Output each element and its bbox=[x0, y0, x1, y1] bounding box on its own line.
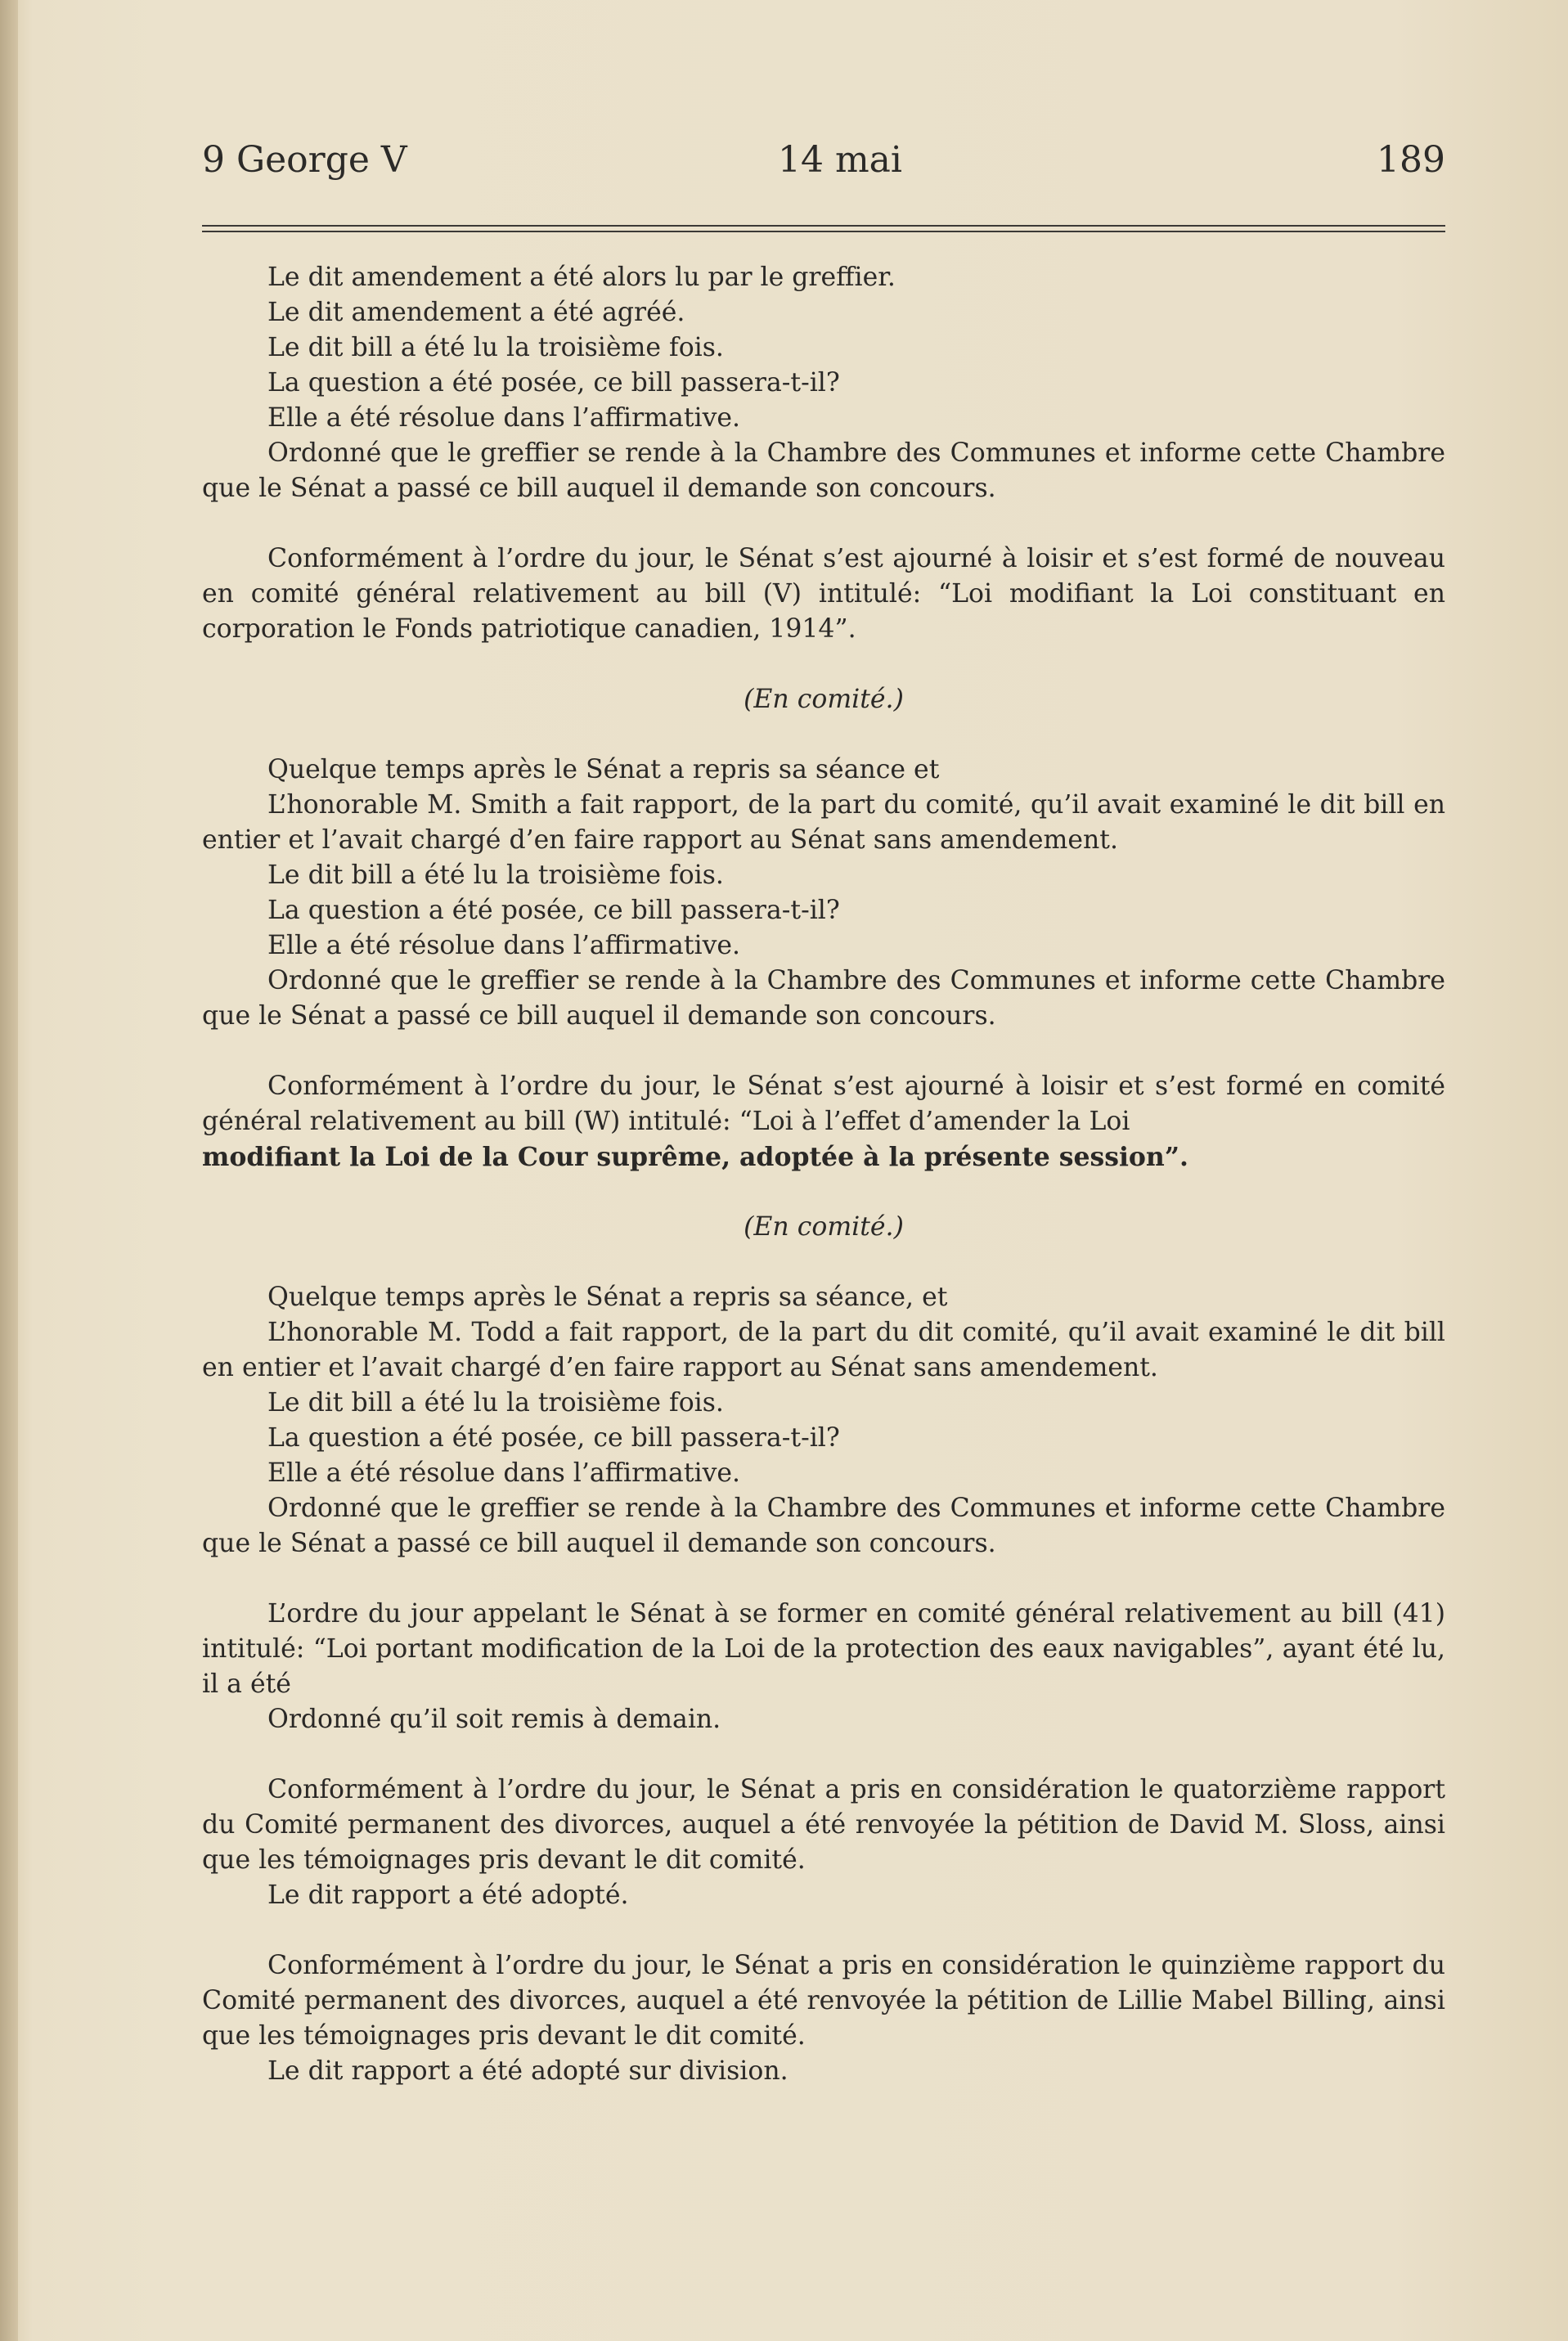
paragraph: Ordonné que le greffier se rende à la Chambre des Communes et informe cette Chambre que le Sénat a passé ce bill auquel il demande son concours. bbox=[202, 966, 1445, 1031]
paragraph: Le dit bill a été lu la troisième fois. bbox=[267, 860, 724, 890]
paragraph: Conformément à l’ordre du jour, le Sénat a pris en considération le quinzième rapport du Comité permanent des divorces, auquel a été renvoyée la pétition de Lillie Mabel Billing, ainsi que les témoignages pris devant le dit comité. bbox=[202, 1951, 1445, 2051]
page-header bbox=[202, 139, 1445, 196]
header-date: 14 mai bbox=[777, 139, 902, 181]
paragraph: La question a été posée, ce bill passera-t-il? bbox=[267, 896, 840, 925]
page-number: 189 bbox=[1377, 139, 1445, 181]
paragraph-continuation: modifiant la Loi de la Cour suprême, adoptée à la présente session”. bbox=[202, 1142, 1188, 1172]
paragraph: Elle a été résolue dans l’affirmative. bbox=[267, 931, 741, 960]
paragraph: Ordonné que le greffier se rende à la Chambre des Communes et informe cette Chambre que le Sénat a passé ce bill auquel il demande son concours. bbox=[202, 438, 1445, 503]
journal-text bbox=[202, 260, 1445, 2089]
paragraph: Conformément à l’ordre du jour, le Sénat s’est ajourné à loisir et s’est formé en comité général relativement au bill (W) intitulé: “Loi à l’effet d’amender la Loi bbox=[202, 1072, 1445, 1136]
paragraph: La question a été posée, ce bill passera-t-il? bbox=[267, 368, 840, 398]
paragraph: Le dit amendement a été alors lu par le greffier. bbox=[267, 263, 896, 292]
paragraph: Le dit rapport a été adopté. bbox=[267, 1880, 629, 1910]
paragraph: Conformément à l’ordre du jour, le Sénat a pris en considération le quatorzième rapport du Comité permanent des divorces, auquel a été renvoyée la pétition de David M. Sloss, ainsi que les témoignages pris devant le dit comité. bbox=[202, 1775, 1445, 1875]
paragraph: La question a été posée, ce bill passera-t-il? bbox=[267, 1423, 840, 1453]
paragraph: Ordonné qu’il soit remis à demain. bbox=[267, 1705, 721, 1734]
paragraph: L’honorable M. Todd a fait rapport, de la part du dit comité, qu’il avait examiné le dit bill en entier et l’avait chargé d’en faire rapport au Sénat sans amendement. bbox=[202, 1318, 1445, 1382]
paragraph: L’honorable M. Smith a fait rapport, de la part du comité, qu’il avait examiné le dit bill en entier et l’avait chargé d’en faire rapport au Sénat sans amendement. bbox=[202, 790, 1445, 855]
paragraph: Elle a été résolue dans l’affirmative. bbox=[267, 403, 741, 433]
header-rule-top bbox=[202, 225, 1445, 227]
paragraph: Le dit rapport a été adopté sur division. bbox=[267, 2056, 788, 2086]
section-heading: (En comité.) bbox=[744, 685, 904, 714]
paragraph: Quelque temps après le Sénat a repris sa séance, et bbox=[267, 1283, 948, 1312]
paragraph: Le dit amendement a été agréé. bbox=[267, 298, 685, 327]
header-rule-bottom bbox=[202, 231, 1445, 232]
paragraph: Le dit bill a été lu la troisième fois. bbox=[267, 1388, 724, 1418]
binding-shadow bbox=[0, 0, 18, 2341]
header-regnal-year: 9 George V bbox=[202, 139, 407, 181]
paragraph: Quelque temps après le Sénat a repris sa séance et bbox=[267, 755, 940, 784]
paragraph: L’ordre du jour appelant le Sénat à se former en comité général relativement au bill (41) intitulé: “Loi portant modification de la Loi de la protection des eaux navigables”, ayant été lu, il a été bbox=[202, 1599, 1445, 1699]
paragraph: Ordonné que le greffier se rende à la Chambre des Communes et informe cette Chambre que le Sénat a passé ce bill auquel il demande son concours. bbox=[202, 1494, 1445, 1558]
paragraph: Le dit bill a été lu la troisième fois. bbox=[267, 333, 724, 362]
paragraph: Elle a été résolue dans l’affirmative. bbox=[267, 1458, 741, 1488]
section-heading: (En comité.) bbox=[744, 1212, 904, 1242]
paragraph: Conformément à l’ordre du jour, le Sénat s’est ajourné à loisir et s’est formé de nouveau en comité général relativement au bill (V) intitulé: “Loi modifiant la Loi constituant en corporation le Fonds patriotique canadien, 1914”. bbox=[202, 544, 1445, 644]
